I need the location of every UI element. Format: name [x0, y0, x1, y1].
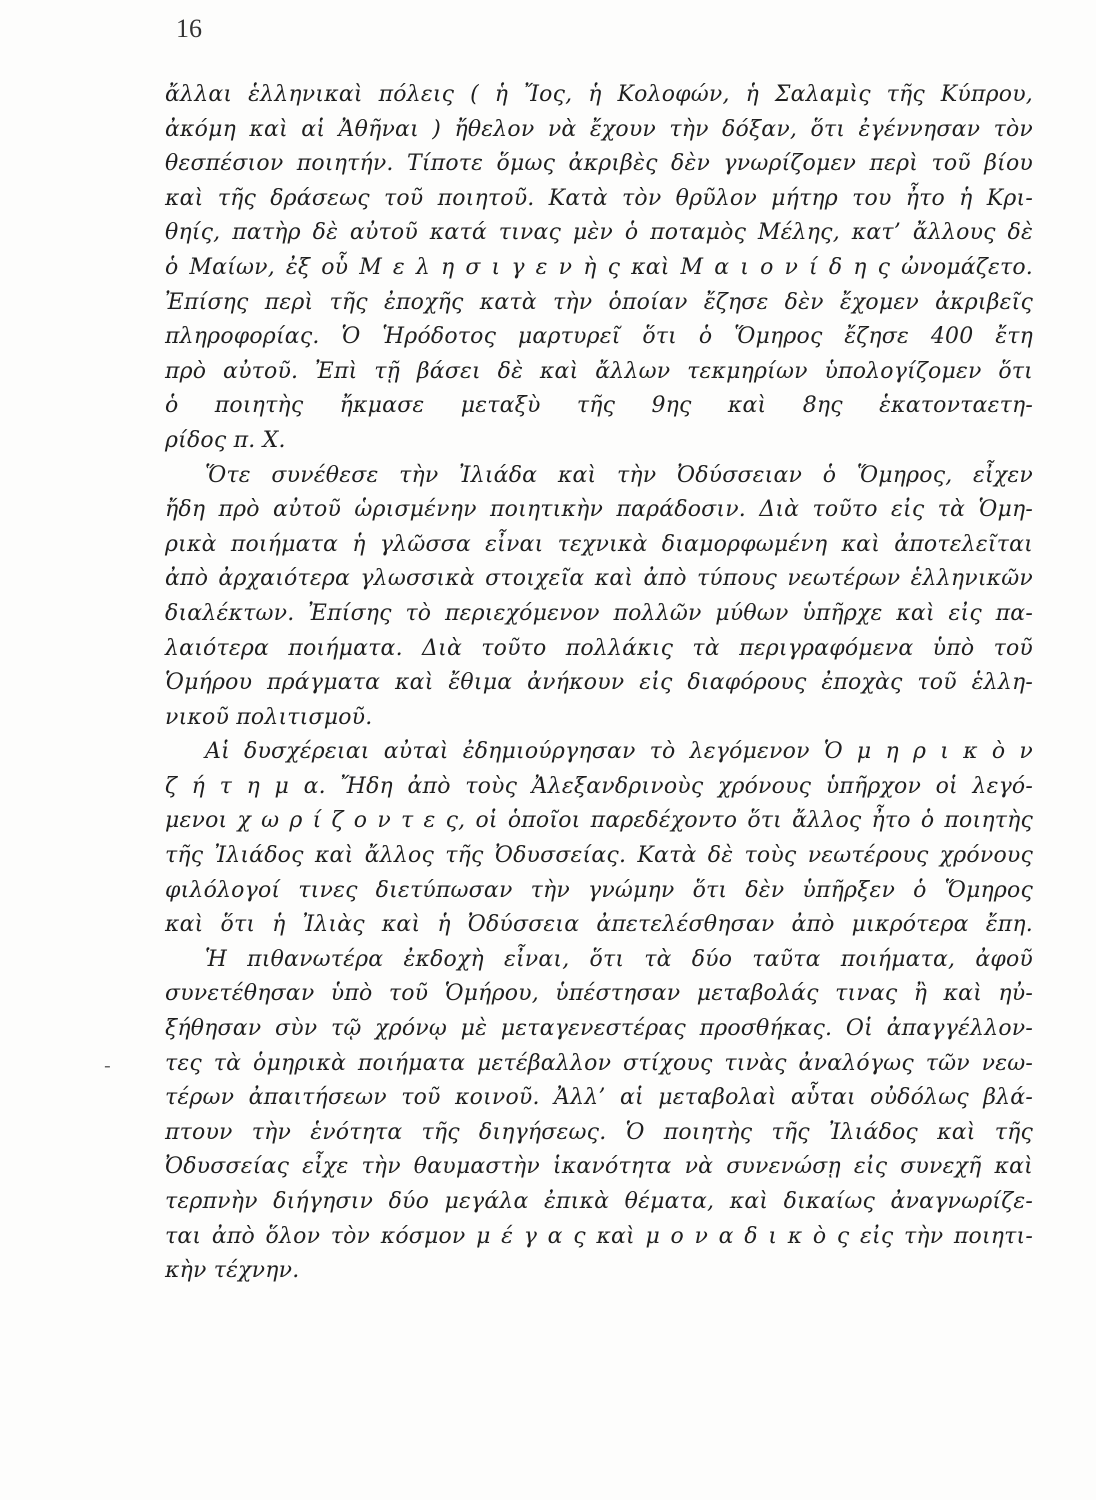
text-line: Αἱ δυσχέρειαι αὐταὶ ἐδημιούργησαν τὸ λεγόμενον Ὁ μ η ρ ι κ ὸ ν	[205, 739, 1033, 765]
text-line: τῆς Ἰλιάδος καὶ ἄλλος τῆς Ὀδυσσείας. Κατὰ δὲ τοὺς νεωτέρους χρόνους	[165, 843, 1033, 869]
text-line: ὁ Μαίων, ἐξ οὗ Μ ε λ η σ ι γ ε ν ὴ ς καὶ Μ α ι ο ν ί δ η ς ὠνομάζετο.	[165, 254, 1033, 280]
text-line: λαιότερα ποιήματα. Διὰ τοῦτο πολλάκις τὰ περιγραφόμενα ὑπὸ τοῦ	[165, 635, 1033, 661]
text-line: ρικὰ ποιήματα ἡ γλῶσσα εἶναι τεχνικὰ διαμορφωμένη καὶ ἀποτελεῖται	[165, 531, 1033, 557]
text-line: πρὸ αὐτοῦ. Ἐπὶ τῇ βάσει δὲ καὶ ἄλλων τεκμηρίων ὑπολογίζομεν ὅτι	[165, 358, 1033, 384]
text-line: καὶ τῆς δράσεως τοῦ ποιητοῦ. Κατὰ τὸν θρῦλον μήτηρ του ἦτο ἡ Κρι-	[165, 185, 1033, 211]
text-line: πτουν τὴν ἑνότητα τῆς διηγήσεως. Ὁ ποιητὴς τῆς Ἰλιάδος καὶ τῆς	[165, 1119, 1033, 1145]
text-line: Ἐπίσης περὶ τῆς ἐποχῆς κατὰ τὴν ὁποίαν ἔζησε δὲν ἔχομεν ἀκριβεῖς	[165, 289, 1033, 315]
text-line: τες τὰ ὁμηρικὰ ποιήματα μετέβαλλον στίχους τινὰς ἀναλόγως τῶν νεω-	[165, 1050, 1033, 1076]
text-line: πληροφορίας. Ὁ Ἡρόδοτος μαρτυρεῖ ὅτι ὁ Ὅμηρος ἔζησε 400 ἔτη	[165, 324, 1033, 350]
text-line: κὴν τέχνην.	[165, 1258, 300, 1284]
margin-mark: -	[104, 1053, 111, 1077]
text-line: Ἡ πιθανωτέρα ἐκδοχὴ εἶναι, ὅτι τὰ δύο ταῦτα ποιήματα, ἀφοῦ	[205, 946, 1033, 972]
text-line: τέρων ἀπαιτήσεων τοῦ κοινοῦ. Ἀλλ’ αἱ μεταβολαὶ αὗται οὐδόλως βλά-	[165, 1085, 1033, 1111]
text-line: θεσπέσιον ποιητήν. Τίποτε ὅμως ἀκριβὲς δὲν γνωρίζομεν περὶ τοῦ βίου	[165, 151, 1033, 177]
text-line: νικοῦ πολιτισμοῦ.	[165, 704, 373, 730]
text-line: ἤδη πρὸ αὐτοῦ ὡρισμένην ποιητικὴν παράδοσιν. Διὰ τοῦτο εἰς τὰ Ὁμη-	[165, 497, 1033, 523]
text-line: ἄλλαι ἑλληνικαὶ πόλεις ( ἡ Ἴος, ἡ Κολοφών, ἡ Σαλαμὶς τῆς Κύπρου,	[165, 82, 1033, 107]
text-line: συνετέθησαν ὑπὸ τοῦ Ὁμήρου, ὑπέστησαν μεταβολάς τινας ἢ καὶ ηὐ-	[165, 981, 1033, 1007]
text-line: μενοι χ ω ρ ί ζ ο ν τ ε ς, οἱ ὁποῖοι παρεδέχοντο ὅτι ἄλλος ἦτο ὁ ποιητὴς	[165, 808, 1033, 834]
text-body	[165, 78, 1033, 1289]
text-line: ἀκόμη καὶ αἱ Ἀθῆναι ) ἤθελον νὰ ἔχουν τὴν δόξαν, ὅτι ἐγέννησαν τὸν	[165, 116, 1033, 142]
text-line: θηίς, πατὴρ δὲ αὐτοῦ κατά τινας μὲν ὁ ποταμὸς Μέλης, κατ’ ἄλλους δὲ	[165, 220, 1033, 246]
text-line: ζ ή τ η μ α. Ἤδη ἀπὸ τοὺς Ἀλεξανδρινοὺς χρόνους ὑπῆρχον οἱ λεγό-	[165, 773, 1033, 799]
page-number: 16	[176, 14, 202, 43]
text-line: Ὅτε συνέθεσε τὴν Ἰλιάδα καὶ τὴν Ὀδύσσειαν ὁ Ὅμηρος, εἶχεν	[205, 462, 1033, 488]
text-line: ὁ ποιητὴς ἤκμασε μεταξὺ τῆς 9ης καὶ 8ης ἑκατονταετη-	[165, 393, 1033, 419]
text-line: ται ἀπὸ ὅλον τὸν κόσμον μ έ γ α ς καὶ μ ο ν α δ ι κ ὸ ς εἰς τὴν ποιητι-	[165, 1223, 1033, 1249]
text-line: ξήθησαν σὺν τῷ χρόνῳ μὲ μεταγενεστέρας προσθήκας. Οἱ ἀπαγγέλλον-	[165, 1016, 1033, 1042]
text-line: Ὀδυσσείας εἶχε τὴν θαυμαστὴν ἱκανότητα νὰ συνενώσῃ εἰς συνεχῆ καὶ	[165, 1154, 1033, 1180]
text-line: ρίδος π. Χ.	[165, 427, 286, 453]
text-line: καὶ ὅτι ἡ Ἰλιὰς καὶ ἡ Ὀδύσσεια ἀπετελέσθησαν ἀπὸ μικρότερα ἔπη.	[165, 912, 1033, 938]
text-line: τερπνὴν διήγησιν δύο μεγάλα ἐπικὰ θέματα, καὶ δικαίως ἀναγνωρίζε-	[165, 1189, 1033, 1214]
text-line: Ὁμήρου πράγματα καὶ ἔθιμα ἀνήκουν εἰς διαφόρους ἐποχὰς τοῦ ἑλλη-	[165, 670, 1033, 696]
text-line: ἀπὸ ἀρχαιότερα γλωσσικὰ στοιχεῖα καὶ ἀπὸ τύπους νεωτέρων ἑλληνικῶν	[165, 566, 1033, 592]
text-line: φιλόλογοί τινες διετύπωσαν τὴν γνώμην ὅτι δὲν ὑπῆρξεν ὁ Ὅμηρος	[165, 877, 1033, 903]
text-line: διαλέκτων. Ἐπίσης τὸ περιεχόμενον πολλῶν μύθων ὑπῆρχε καὶ εἰς πα-	[165, 600, 1033, 626]
